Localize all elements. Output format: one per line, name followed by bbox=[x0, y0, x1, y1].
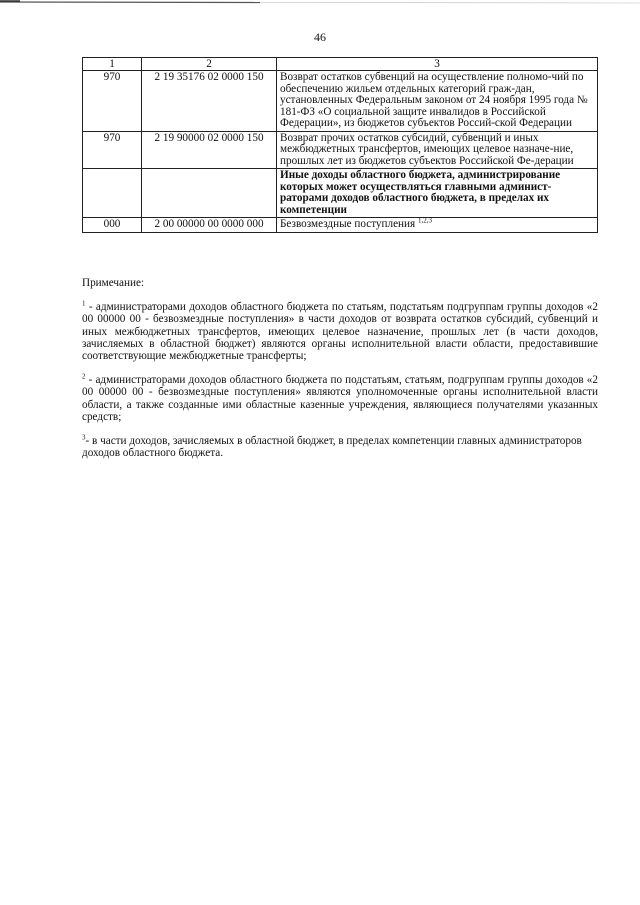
section-heading-cell: Иные доходы областного бюджета, администрирование которых может осуществляться главными админист-раторами доходов областного бюджета, в пределах их компетенции bbox=[277, 169, 598, 218]
revenue-name-text: Безвозмездные поступления bbox=[280, 218, 416, 230]
footnote-ref: 1,2,3 bbox=[417, 216, 432, 225]
footnote-1 bbox=[82, 301, 598, 362]
footnote-text: - администраторами доходов областного бюджета по подстатьям, статьям, подгруппам группы доходов «2 00 00000 00 - безвозмездные поступления» являются уполномоченные органы исполнительной власти области, а также созданные ими областные казенные учреждения, являющиеся получателями указанных средств; bbox=[82, 374, 598, 423]
table-row bbox=[83, 71, 598, 132]
table-row bbox=[83, 131, 598, 169]
admin-code-cell: 970 bbox=[83, 131, 142, 169]
header-col-2: 2 bbox=[142, 58, 277, 71]
revenue-name-cell: Возврат остатков субвенций на осуществление полномо-чий по обеспечению жильем отдельных категорий граж-дан, установленных Федеральным законом от 24 ноября 1995 года № 181-ФЗ «О социальной защите инвалидов в Российской Федерации», из бюджетов субъектов Россий-ской Федерации bbox=[277, 71, 598, 132]
table-header-row bbox=[83, 58, 598, 71]
header-col-3: 3 bbox=[277, 58, 598, 71]
budget-code-cell: 2 19 90000 02 0000 150 bbox=[142, 131, 277, 169]
table-row bbox=[83, 218, 598, 233]
admin-code-cell: 970 bbox=[83, 71, 142, 132]
footnote-marker: 2 bbox=[82, 372, 86, 381]
revenue-name-cell: Возврат прочих остатков субсидий, субвенций и иных межбюджетных трансфертов, имеющих целевое назначе-ние, прошлых лет из бюджетов субъектов Российской Фе-дерации bbox=[277, 131, 598, 169]
page-number: 46 bbox=[314, 30, 326, 44]
footnote-text: - в части доходов, зачисляемых в областной бюджет, в пределах компетенции главных администраторов доходов областного бюджета. bbox=[82, 435, 582, 460]
notes-section bbox=[82, 277, 598, 471]
footnote-text: - администраторами доходов областного бюджета по статьям, подстатьям подгруппам группы доходов «2 00 00000 00 - безвозмездные поступления» в части доходов от возврата остатков субсидий, субвенций и иных межбюджетных трансфертов, имеющих целевое назначение, прошлых лет (в части доходов, зачисляемых в областной бюджет) являются органы исполнительной власти области, предоставившие соответствующие межбюджетные трансферты; bbox=[82, 301, 598, 363]
budget-code-cell bbox=[142, 169, 277, 218]
footnote-marker: 1 bbox=[82, 299, 86, 308]
revenue-codes-table bbox=[82, 57, 598, 233]
table-row-section-heading bbox=[83, 169, 598, 218]
revenue-name-cell bbox=[277, 218, 598, 233]
footnote-2 bbox=[82, 374, 598, 423]
budget-code-cell: 2 19 35176 02 0000 150 bbox=[142, 71, 277, 132]
header-col-1: 1 bbox=[83, 58, 142, 71]
budget-code-cell: 2 00 00000 00 0000 000 bbox=[142, 218, 277, 233]
admin-code-cell: 000 bbox=[83, 218, 142, 233]
admin-code-cell bbox=[83, 169, 142, 218]
notes-title: Примечание: bbox=[82, 277, 145, 289]
scan-edge-artifact bbox=[0, 0, 640, 6]
footnote-marker: 3 bbox=[82, 433, 86, 442]
footnote-3 bbox=[82, 435, 598, 459]
